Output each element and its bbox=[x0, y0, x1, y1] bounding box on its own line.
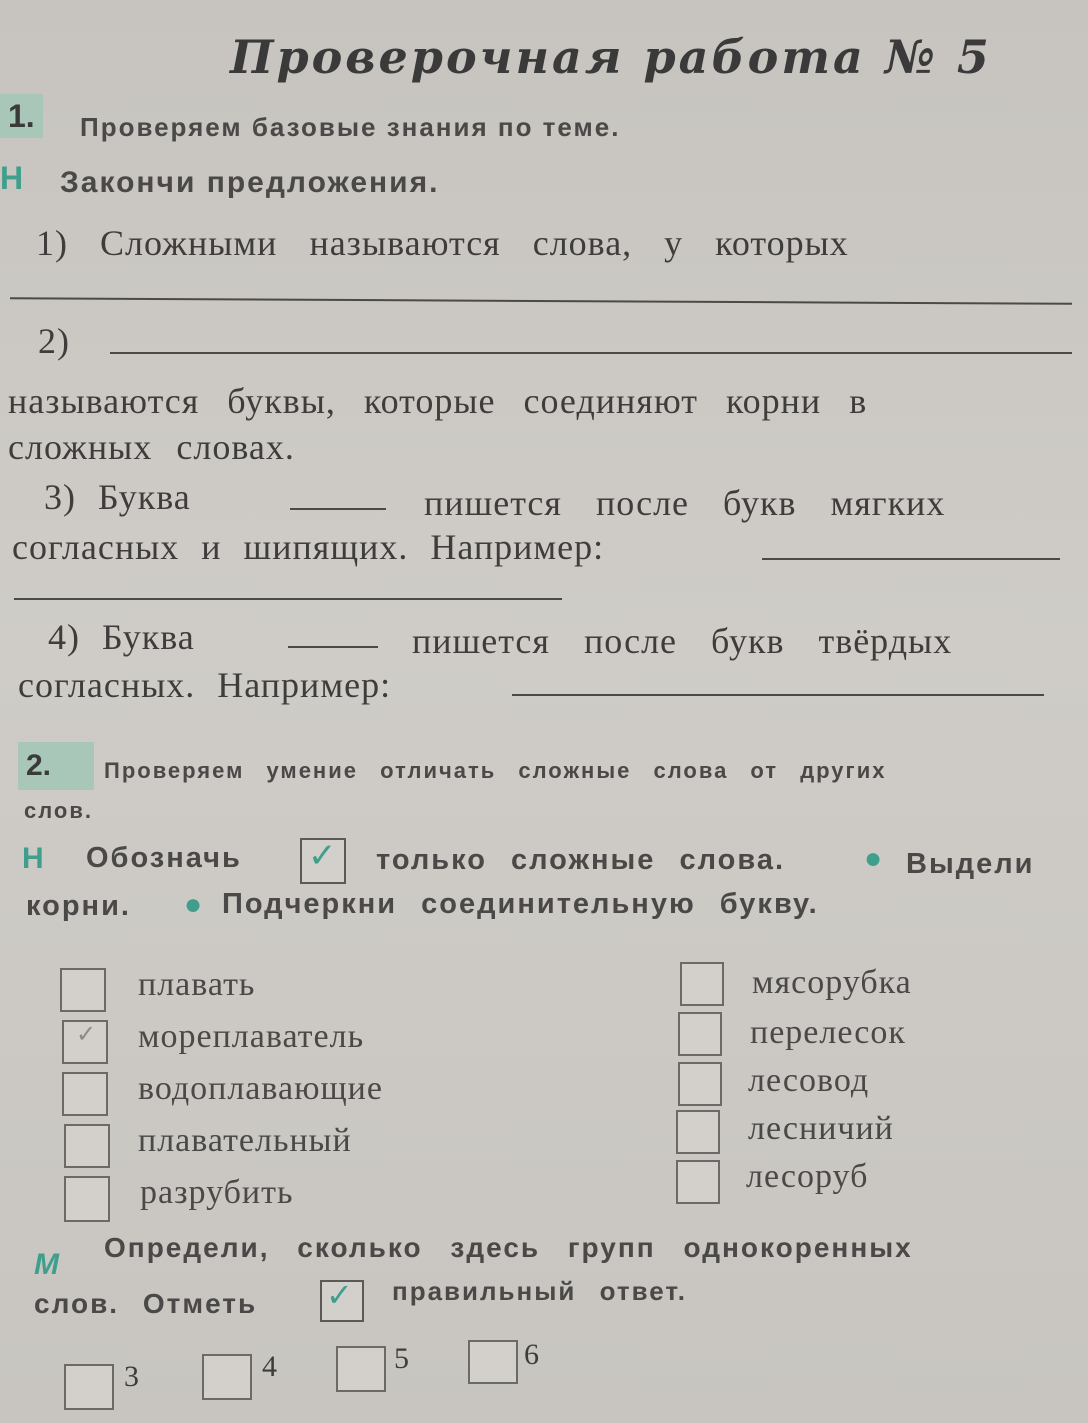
instruction-mark: Обозначь bbox=[86, 842, 242, 874]
answer-line-1[interactable] bbox=[10, 297, 1072, 305]
word-1: плавать bbox=[138, 966, 256, 1003]
level-label-m: М bbox=[34, 1248, 59, 1281]
answer-line-3-continued[interactable] bbox=[14, 598, 562, 600]
check-icon: ✓ bbox=[308, 836, 337, 876]
checkbox-word-9[interactable] bbox=[676, 1110, 720, 1154]
task-2-heading-line-1: Проверяем умение отличать сложные слова от других bbox=[104, 758, 887, 783]
sentence-3-part-a: 3) Буква bbox=[44, 477, 191, 517]
checkbox-word-7[interactable] bbox=[678, 1012, 722, 1056]
sentence-2-line-2: сложных словах. bbox=[8, 427, 295, 467]
answer-line-4-example[interactable] bbox=[512, 694, 1044, 696]
sentence-3-part-c: согласных и шипящих. Например: bbox=[12, 527, 605, 567]
cut-off-header-text bbox=[250, 0, 950, 4]
option-label-4: 4 bbox=[262, 1350, 277, 1383]
answer-line-2[interactable] bbox=[110, 352, 1072, 354]
check-icon-2: ✓ bbox=[326, 1276, 353, 1314]
option-label-5: 5 bbox=[394, 1342, 409, 1375]
instruction-roots: корни. bbox=[26, 890, 131, 922]
pencil-check-icon: ✓ bbox=[76, 1020, 97, 1048]
sentence-4-part-a: 4) Буква bbox=[48, 617, 195, 657]
checkbox-word-10[interactable] bbox=[676, 1160, 720, 1204]
word-7: перелесок bbox=[750, 1014, 906, 1051]
task-1-instruction: Закончи предложения. bbox=[60, 166, 440, 199]
task-2-number: 2. bbox=[18, 742, 94, 790]
instruction-highlight: Выдели bbox=[906, 848, 1035, 880]
sentence-1: 1) Сложными называются слова, у которых bbox=[36, 223, 849, 263]
word-2: мореплаватель bbox=[138, 1018, 365, 1055]
checkbox-word-4[interactable] bbox=[64, 1124, 110, 1168]
sentence-2-number: 2) bbox=[38, 321, 70, 361]
task-1-heading: Проверяем базовые знания по теме. bbox=[80, 112, 621, 142]
answer-line-3-example[interactable] bbox=[762, 558, 1060, 560]
instruction-only-compound: только сложные слова. bbox=[376, 844, 786, 876]
answer-line-3-letter[interactable] bbox=[290, 508, 386, 510]
bullet-icon-2: ● bbox=[184, 888, 203, 921]
bullet-icon: ● bbox=[864, 842, 883, 875]
question-line-2a: слов. Отметь bbox=[34, 1288, 258, 1319]
sentence-4-part-c: согласных. Например: bbox=[18, 665, 392, 705]
option-label-3: 3 bbox=[124, 1360, 139, 1393]
option-checkbox-4[interactable] bbox=[202, 1354, 252, 1400]
page-title: Проверочная работа № 5 bbox=[230, 30, 992, 84]
checkbox-word-8[interactable] bbox=[678, 1062, 722, 1106]
level-label-n-2: Н bbox=[22, 842, 44, 875]
sentence-2-line-1: называются буквы, которые соединяют корни в bbox=[8, 381, 868, 421]
checkbox-word-3[interactable] bbox=[62, 1072, 108, 1116]
word-6: мясорубка bbox=[752, 964, 912, 1001]
question-line-1: Определи, сколько здесь групп однокоренных bbox=[104, 1232, 913, 1263]
word-10: лесоруб bbox=[746, 1158, 869, 1195]
checkbox-word-6[interactable] bbox=[680, 962, 724, 1006]
option-checkbox-3[interactable] bbox=[64, 1364, 114, 1410]
option-checkbox-5[interactable] bbox=[336, 1346, 386, 1392]
level-label-n: Н bbox=[0, 160, 24, 196]
option-label-6: 6 bbox=[524, 1338, 539, 1371]
word-9: лесничий bbox=[748, 1110, 894, 1147]
answer-line-4-letter[interactable] bbox=[288, 646, 378, 648]
sentence-3-part-b: пишется после букв мягких bbox=[424, 483, 946, 523]
checkbox-word-1[interactable] bbox=[60, 968, 106, 1012]
word-5: разрубить bbox=[140, 1174, 294, 1211]
task-1-number: 1. bbox=[0, 94, 43, 138]
instruction-underline: Подчеркни соединительную букву. bbox=[222, 888, 819, 920]
option-checkbox-6[interactable] bbox=[468, 1340, 518, 1384]
word-3: водоплавающие bbox=[138, 1070, 383, 1107]
question-line-2b: правильный ответ. bbox=[392, 1276, 688, 1306]
checkbox-word-5[interactable] bbox=[64, 1176, 110, 1222]
word-8: лесовод bbox=[748, 1062, 870, 1099]
task-2-heading-line-2: слов. bbox=[24, 798, 93, 823]
word-4: плавательный bbox=[138, 1122, 352, 1159]
sentence-4-part-b: пишется после букв твёрдых bbox=[412, 621, 953, 661]
